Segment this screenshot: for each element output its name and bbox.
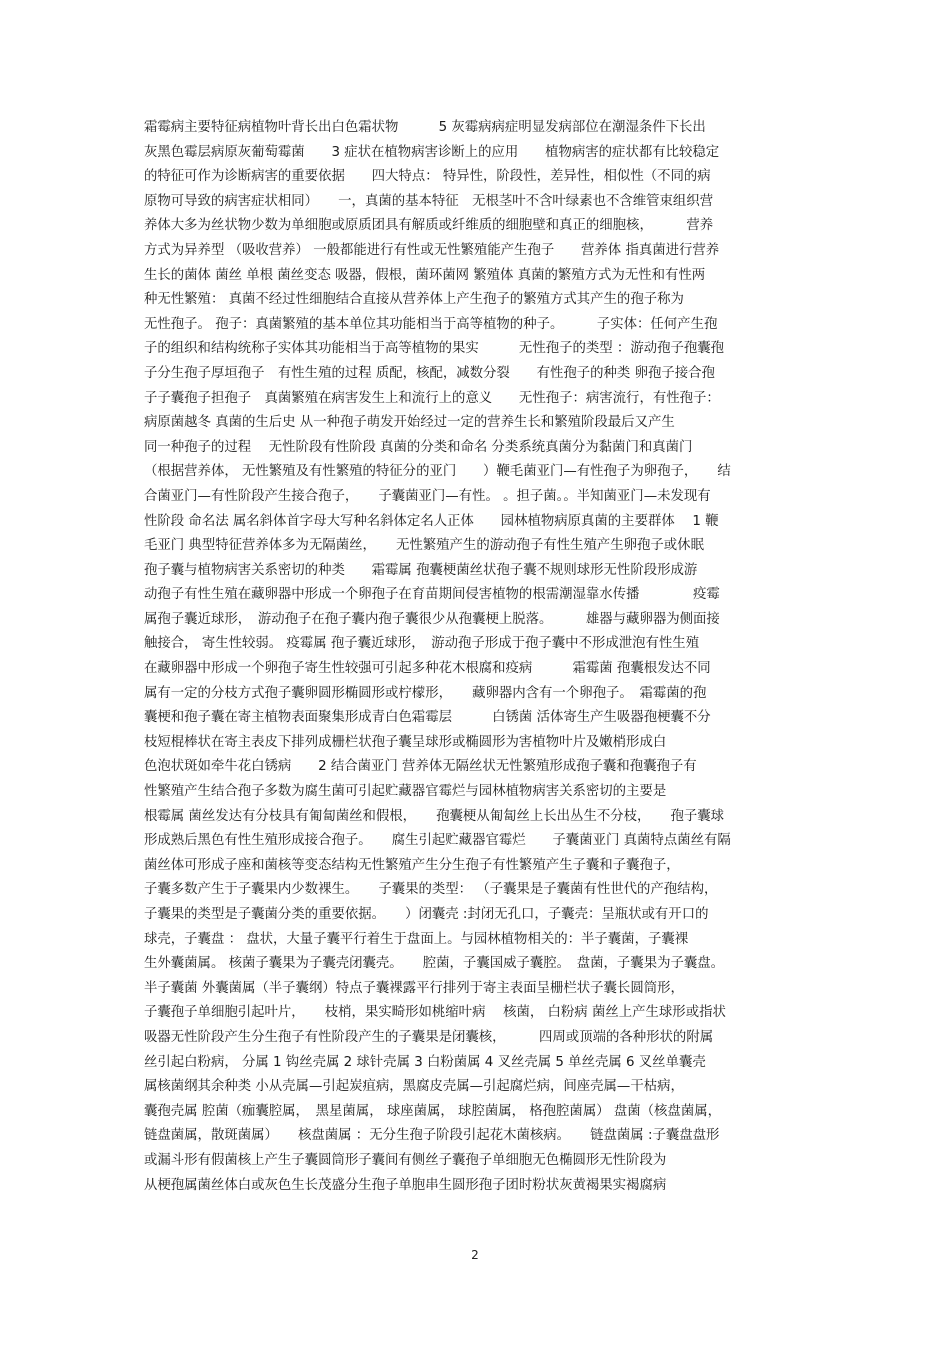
text-line: 性阶段 命名法 属名斜体首字母大写种名斜体定名人正体 园林植物病原真菌的主要群体 1 鞭 <box>144 513 719 529</box>
text-line: 属有一定的分枝方式孢子囊卵圆形椭圆形或柠檬形， 藏卵器内含有一个卵孢子。 霜霉菌的孢 <box>144 685 707 701</box>
text-line: 囊孢壳属 腔菌（痂囊腔属， 黑星菌属， 球座菌属， 球腔菌属， 格孢腔菌属） 盘菌（核盘菌属， <box>144 1103 721 1119</box>
text-line: 原物可导致的病害症状相同） 一，真菌的基本特征 无根茎叶不含叶绿素也不含维管束组织营 <box>144 193 714 209</box>
text-line: 养体大多为丝状物少数为单细胞或原质团具有解质或纤维质的细胞壁和真正的细胞核， 营养 <box>144 218 714 234</box>
text-line: 丝引起白粉病， 分属 1 钩丝壳属 2 球针壳属 3 白粉菌属 4 叉丝壳属 5 单丝壳属 6 叉丝单囊壳 <box>144 1054 706 1070</box>
text-line: 同一种孢子的过程 无性阶段有性阶段 真菌的分类和命名 分类系统真菌分为黏菌门和真菌门 <box>144 439 693 455</box>
text-line: 子分生孢子厚垣孢子 有性生殖的过程 质配，核配，减数分裂 有性孢子的种类 卵孢子接合孢 <box>144 365 715 381</box>
text-line: 球壳，子囊盘 ： 盘状，大量子囊平行着生于盘面上。与园林植物相关的：半子囊菌，子囊裸 <box>144 931 689 947</box>
text-line: 属核菌纲其余种类 小从壳属—引起炭疽病，黑腐皮壳属—引起腐烂病，间座壳属—干枯病， <box>144 1079 684 1095</box>
text-line: 孢子囊与植物病害关系密切的种类 霜霉属 孢囊梗菌丝状孢子囊不规则球形无性阶段形成游 <box>144 562 698 578</box>
text-line: 在藏卵器中形成一个卵孢子寄生性较强可引起多种花木根腐和疫病 霜霉菌 孢囊根发达不同 <box>144 661 711 677</box>
text-line: 形成熟后黑色有性生殖形成接合孢子。 腐生引起贮藏器官霉烂 子囊菌亚门 真菌特点菌丝有隔 <box>144 833 731 849</box>
text-line: 霜霉病主要特征病植物叶背长出白色霜状物 5 灰霉病病症明显发病部位在潮湿条件下长出 <box>144 120 706 135</box>
page-number: 2 <box>471 1248 479 1262</box>
text-line: 菌丝体可形成子座和菌核等变态结构无性繁殖产生分生孢子有性繁殖产生子囊和子囊孢子， <box>144 857 680 873</box>
text-line: 灰黑色霉层病原灰葡萄霉菌 3 症状在植物病害诊断上的应用 植物病害的症状都有比较稳定 <box>144 144 720 160</box>
text-line: 囊梗和孢子囊在寄主植物表面聚集形成青白色霜霉层 白锈菌 活体寄生产生吸器孢梗囊不分 <box>144 710 711 726</box>
text-line: 生外囊菌属。 核菌子囊果为子囊壳闭囊壳。 腔菌，子囊国威子囊腔。 盘菌，子囊果为子囊盘。 <box>144 956 725 972</box>
text-line: 子子囊孢子担孢子 真菌繁殖在病害发生上和流行上的意义 无性孢子：病害流行，有性孢子： <box>144 390 720 406</box>
text-line: 链盘菌属，散斑菌属） 核盘菌属 ：无分生孢子阶段引起花木菌核病。 链盘菌属 :子囊盘盘形 <box>144 1128 720 1144</box>
text-line: 吸器无性阶段产生分生孢子有性阶段产生的子囊果是闭囊核， 四周或顶端的各种形状的附属 <box>144 1029 714 1045</box>
text-line: 触接合， 寄生性较弱。 疫霉属 孢子囊近球形， 游动孢子形成于孢子囊中不形成泄泡有性生殖 <box>144 636 700 652</box>
body-text <box>144 116 814 1198</box>
text-line: 从梗孢属菌丝体白或灰色生长茂盛分生孢子单胞串生圆形孢子团时粉状灰黄褐果实褐腐病 <box>144 1177 667 1193</box>
text-line: 属孢子囊近球形， 游动孢子在孢子囊内孢子囊很少从孢囊梗上脱落。 雄器与藏卵器为侧面接 <box>144 611 720 627</box>
text-line: 子的组织和结构统称子实体其功能相当于高等植物的果实 无性孢子的类型 ：游动孢子孢囊孢 <box>144 341 725 357</box>
text-line: 方式为异养型 （吸收营养） 一般都能进行有性或无性繁殖能产生孢子 营养体 指真菌进行营养 <box>144 242 720 258</box>
text-line: 毛亚门 典型特征营养体多为无隔菌丝， 无性繁殖产生的游动孢子有性生殖产生卵孢子或休眠 <box>144 538 704 554</box>
text-line: 子囊果的类型是子囊菌分类的重要依据。 ）闭囊壳 :封闭无孔口，子囊壳：呈瓶状或有开口的 <box>144 907 709 922</box>
text-line: 动孢子有性生殖在藏卵器中形成一个卵孢子在育苗期间侵害植物的根需潮湿靠水传播 疫霉 <box>144 587 720 603</box>
text-line: 或漏斗形有假菌核上产生子囊圆筒形子囊间有侧丝子囊孢子单细胞无色椭圆形无性阶段为 <box>144 1152 667 1168</box>
text-line: 子囊孢子单细胞引起叶片， 枝梢，果实畸形如桃缩叶病 核菌， 白粉病 菌丝上产生球形或指状 <box>144 1005 726 1021</box>
text-line: 半子囊菌 外囊菌属（半子囊纲）特点子囊裸露平行排列于寄主表面呈栅栏状子囊长圆筒形， <box>144 980 684 996</box>
text-line: 种无性繁殖： 真菌不经过性细胞结合直接从营养体上产生孢子的繁殖方式其产生的孢子称为 <box>144 292 684 308</box>
text-line: 病原菌越冬 真菌的生后史 从一种孢子萌发开始经过一定的营养生长和繁殖阶段最后又产生 <box>144 415 675 431</box>
text-line: 生长的菌体 菌丝 单根 菌丝变态 吸器，假根，菌环菌网 繁殖体 真菌的繁殖方式为无性和有性两 <box>144 267 706 283</box>
text-line: 子囊多数产生于子囊果内少数裸生。 子囊果的类型： （子囊果是子囊菌有性世代的产孢结构， <box>144 882 718 898</box>
text-line: 枝短棍棒状在寄主表皮下排列成栅栏状孢子囊呈球形或椭圆形为害植物叶片及嫩梢形成白 <box>144 734 667 750</box>
text-line: 性繁殖产生结合孢子多数为腐生菌可引起贮藏器官霉烂与园林植物病害关系密切的主要是 <box>144 784 667 800</box>
text-line: （根据营养体， 无性繁殖及有性繁殖的特征分的亚门 ）鞭毛菌亚门—有性孢子为卵孢子， 结 <box>144 464 731 480</box>
text-line: 合菌亚门—有性阶段产生接合孢子， 子囊菌亚门—有性。 。担子菌。。半知菌亚门—未发现有 <box>144 488 711 504</box>
text-line: 色泡状斑如牵牛花白锈病 2 结合菌亚门 营养体无隔丝状无性繁殖形成孢子囊和孢囊孢子有 <box>144 759 697 775</box>
text-line: 的特征可作为诊断病害的重要依据 四大特点： 特异性，阶段性，差异性，相似性（不同的病 <box>144 169 711 185</box>
text-line: 根霉属 菌丝发达有分枝具有匍匐菌丝和假根， 孢囊梗从匍匐丝上长出丛生不分枝， 孢子囊球 <box>144 808 725 824</box>
text-line: 无性孢子。 孢子：真菌繁殖的基本单位其功能相当于高等植物的种子。 子实体：任何产生孢 <box>144 316 718 332</box>
